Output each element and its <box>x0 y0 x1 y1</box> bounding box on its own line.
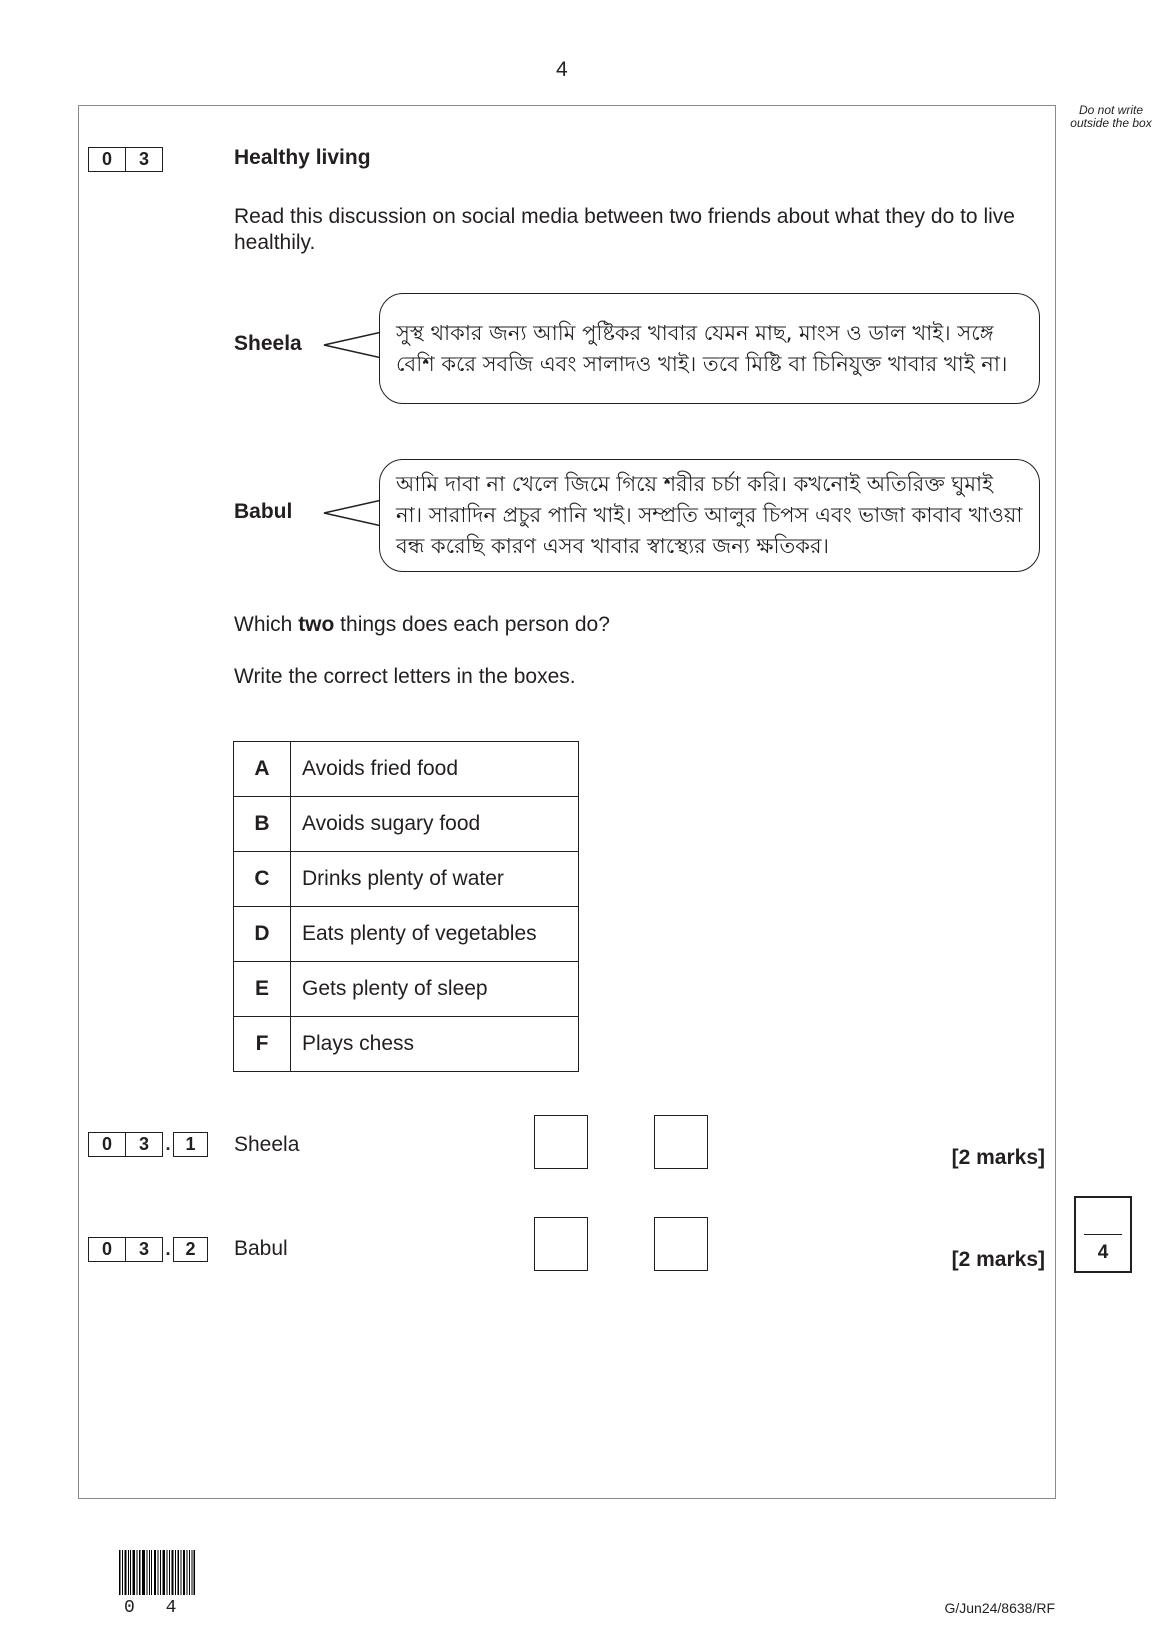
option-letter: F <box>234 1017 291 1072</box>
answer-box-babul-2[interactable] <box>654 1217 708 1271</box>
table-row <box>234 962 579 1017</box>
speech-tail <box>322 490 384 536</box>
table-row <box>234 797 579 852</box>
question-digit: 3 <box>126 147 163 172</box>
speech-bubble-babul <box>379 459 1040 572</box>
option-letter: E <box>234 962 291 1017</box>
part-digit: 2 <box>173 1237 208 1262</box>
part-digit: 1 <box>173 1132 208 1157</box>
question-instruction: Write the correct letters in the boxes. <box>234 665 576 688</box>
option-letter: A <box>234 742 291 797</box>
table-row <box>234 852 579 907</box>
table-row <box>234 1017 579 1072</box>
bubble-line: আমি দাবা না খেলে জিমে গিয়ে শরীর চর্চা করি। কখনোই অতিরিক্ত ঘুমাই <box>396 472 994 496</box>
barcode-number: 0 4 <box>124 1598 187 1618</box>
option-letter: B <box>234 797 291 852</box>
margin-note: Do not write outside the box <box>1070 103 1152 130</box>
option-text: Gets plenty of sleep <box>291 962 579 1017</box>
part-number-03-2 <box>88 1237 208 1262</box>
part-digit: 0 <box>88 1237 126 1262</box>
option-text: Avoids fried food <box>291 742 579 797</box>
bubble-line: বন্ধ করেছি কারণ এসব খাবার স্বাস্থ্যের জন্য ক্ষতিকর। <box>396 534 830 558</box>
option-text: Drinks plenty of water <box>291 852 579 907</box>
question-digit: 0 <box>88 147 126 172</box>
marks-label: [2 marks] <box>951 1146 1045 1169</box>
bubble-line: না। সারাদিন প্রচুর পানি খাই। সম্প্রতি আলুর চিপস এবং ভাজা কাবাব খাওয়া <box>396 503 1023 527</box>
speech-tail <box>322 322 384 368</box>
part-digit: 0 <box>88 1132 126 1157</box>
prompt-text: Which <box>234 613 299 636</box>
speaker-babul: Babul <box>234 500 293 523</box>
score-line <box>1084 1234 1122 1235</box>
question-number <box>88 147 163 172</box>
prompt-emphasis: two <box>298 613 335 636</box>
footer-code: G/Jun24/8638/RF <box>944 1600 1055 1616</box>
prompt-text: things does each person do? <box>334 613 610 636</box>
part-dot: . <box>165 1239 171 1259</box>
score-total: 4 <box>1097 1242 1109 1263</box>
answer-box-sheela-1[interactable] <box>534 1115 588 1169</box>
part-name-babul: Babul <box>234 1237 288 1260</box>
part-digit: 3 <box>126 1237 163 1262</box>
part-dot: . <box>165 1134 171 1154</box>
answer-box-babul-1[interactable] <box>534 1217 588 1271</box>
option-letter: D <box>234 907 291 962</box>
option-text: Eats plenty of vegetables <box>291 907 579 962</box>
answer-box-sheela-2[interactable] <box>654 1115 708 1169</box>
option-text: Plays chess <box>291 1017 579 1072</box>
page-number: 4 <box>556 58 568 81</box>
speech-bubble-sheela <box>379 293 1040 404</box>
table-row <box>234 907 579 962</box>
part-digit: 3 <box>126 1132 163 1157</box>
options-table <box>233 741 579 1072</box>
marks-label: [2 marks] <box>951 1248 1045 1271</box>
table-row <box>234 742 579 797</box>
bubble-line: বেশি করে সবজি এবং সালাদও খাই। তবে মিষ্টি বা চিনিযুক্ত খাবার খাই না। <box>396 351 1008 376</box>
question-intro: Read this discussion on social media between two friends about what they do to live healthily. <box>234 205 1015 254</box>
question-prompt <box>234 613 610 637</box>
part-name-sheela: Sheela <box>234 1133 300 1156</box>
score-box <box>1074 1196 1132 1273</box>
option-letter: C <box>234 852 291 907</box>
option-text: Avoids sugary food <box>291 797 579 852</box>
question-title: Healthy living <box>234 146 371 169</box>
part-number-03-1 <box>88 1132 208 1157</box>
barcode-icon <box>119 1550 195 1595</box>
bubble-line: সুস্থ থাকার জন্য আমি পুষ্টিকর খাবার যেমন মাছ, মাংস ও ডাল খাই। সঙ্গে <box>396 320 994 345</box>
speaker-sheela: Sheela <box>234 332 302 355</box>
